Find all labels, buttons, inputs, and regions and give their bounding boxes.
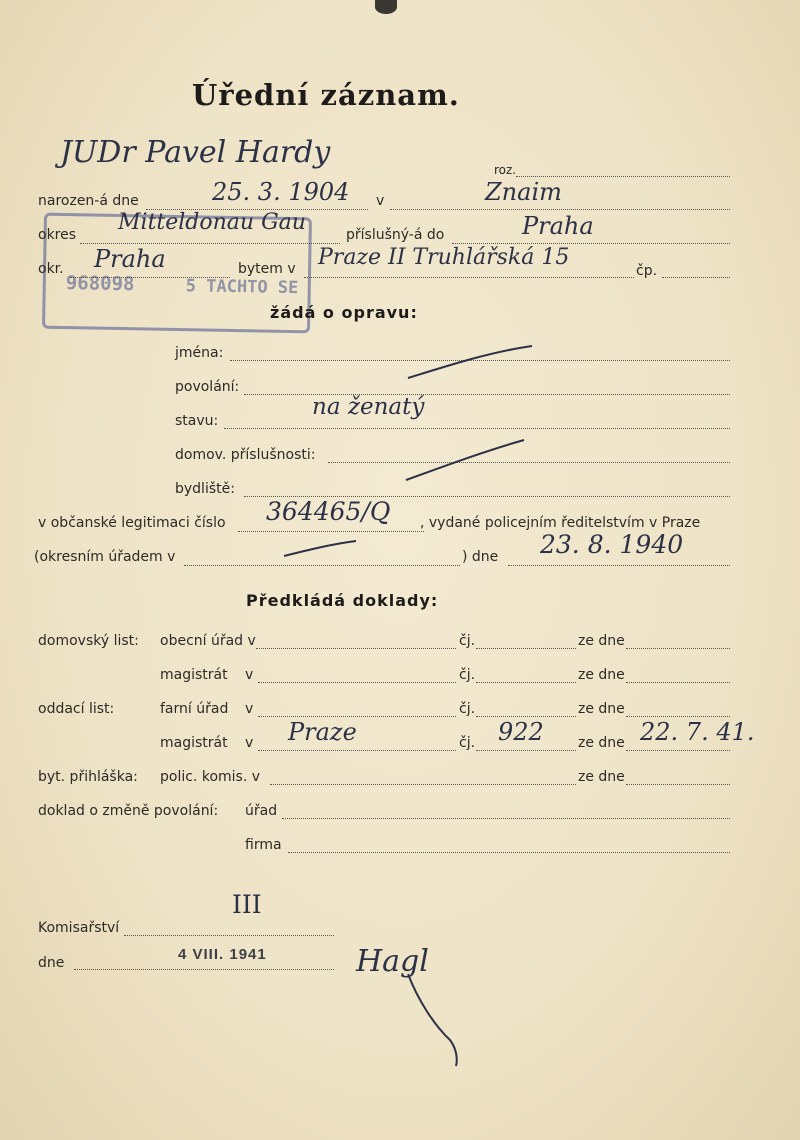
label-cj-2: čj.	[459, 667, 476, 683]
label-residence-reg: byt. přihláška:	[38, 769, 138, 785]
date-stamp: 4 VIII. 1941	[178, 946, 267, 963]
label-company: firma	[245, 837, 282, 853]
label-belongs: příslušný-á do	[346, 227, 445, 243]
handwritten-magistrate-date: 22. 7. 41.	[640, 718, 755, 746]
label-okr: okr.	[38, 261, 64, 277]
section-documents-heading: Předkládá doklady:	[246, 591, 439, 610]
handwritten-district: Mitteldonau Gau	[118, 210, 306, 235]
strike-stroke-office	[280, 538, 360, 560]
handwritten-id-date: 23. 8. 1940	[540, 530, 684, 559]
label-occupation-change: doklad o změně povolání:	[38, 803, 219, 819]
label-magistrate-in-1: v	[245, 667, 254, 683]
section-correction-heading: žádá o opravu:	[270, 303, 418, 322]
handwritten-birth-date: 25. 3. 1904	[212, 178, 350, 206]
label-cj-1: čj.	[459, 633, 476, 649]
label-issued-by: , vydané policejním ředitelstvím v Praze	[420, 515, 701, 531]
label-born: narozen-á dne	[38, 193, 139, 209]
label-residence: bydliště:	[175, 481, 235, 497]
paper-tear	[375, 0, 397, 14]
stamp-fragment: 5 TACHTO SE	[185, 276, 299, 299]
label-from-date-1: ze dne	[578, 633, 625, 649]
label-status: stavu:	[175, 413, 219, 429]
handwritten-address: Praze II Truhlářská 15	[318, 245, 570, 270]
label-from-date-5: ze dne	[578, 769, 625, 785]
label-names: jména:	[175, 345, 224, 361]
handwritten-id-number: 364465/Q	[266, 497, 391, 526]
label-residing: bytem v	[238, 261, 296, 277]
handwritten-birth-place: Znaim	[485, 178, 562, 206]
label-roz: roz.	[494, 163, 517, 177]
handwritten-commissariat: III	[232, 890, 262, 919]
label-from-date-4: ze dne	[578, 735, 625, 751]
label-date: dne	[38, 955, 65, 971]
label-municipal-office: obecní úřad v	[160, 633, 256, 649]
signature: Hagl	[356, 944, 429, 979]
label-magistrate-2: magistrát	[160, 735, 228, 751]
label-occupation: povolání:	[175, 379, 240, 395]
label-magistrate-in-2: v	[245, 735, 254, 751]
form-title: Úřední záznam.	[192, 78, 460, 112]
label-from-date-2: ze dne	[578, 667, 625, 683]
strike-stroke-domicile	[400, 436, 530, 486]
label-domicile-list: domovský list:	[38, 633, 139, 649]
signature-flourish	[400, 970, 470, 1070]
label-from-date-3: ze dne	[578, 701, 625, 717]
handwritten-magistrate-cj: 922	[498, 718, 544, 746]
label-magistrate-1: magistrát	[160, 667, 228, 683]
label-police-commission: polic. komis. v	[160, 769, 261, 785]
label-in: v	[376, 193, 385, 209]
label-cj-4: čj.	[459, 735, 476, 751]
label-paren-date: ) dne	[462, 549, 499, 565]
label-cp: čp.	[636, 263, 658, 279]
label-office: úřad	[245, 803, 278, 819]
handwritten-name: JUDr Pavel Hardy	[60, 135, 331, 170]
label-parish-office: farní úřad	[160, 701, 229, 717]
handwritten-magistrate-place: Praze	[288, 718, 357, 746]
label-parish-in: v	[245, 701, 254, 717]
label-commissariat: Komisařství	[38, 920, 120, 936]
label-id-card: v občanské legitimaci číslo	[38, 515, 226, 531]
label-cj-3: čj.	[459, 701, 476, 717]
handwritten-belongs: Praha	[522, 212, 594, 240]
label-district: okres	[38, 227, 77, 243]
strike-stroke-names	[400, 340, 540, 385]
label-district-office: (okresním úřadem v	[34, 549, 176, 565]
handwritten-okr: Praha	[94, 245, 166, 273]
handwritten-status: na ženatý	[312, 394, 425, 420]
label-marriage-cert: oddací list:	[38, 701, 115, 717]
label-domicile: domov. příslušnosti:	[175, 447, 316, 463]
stamp-number: 968098	[65, 272, 135, 296]
